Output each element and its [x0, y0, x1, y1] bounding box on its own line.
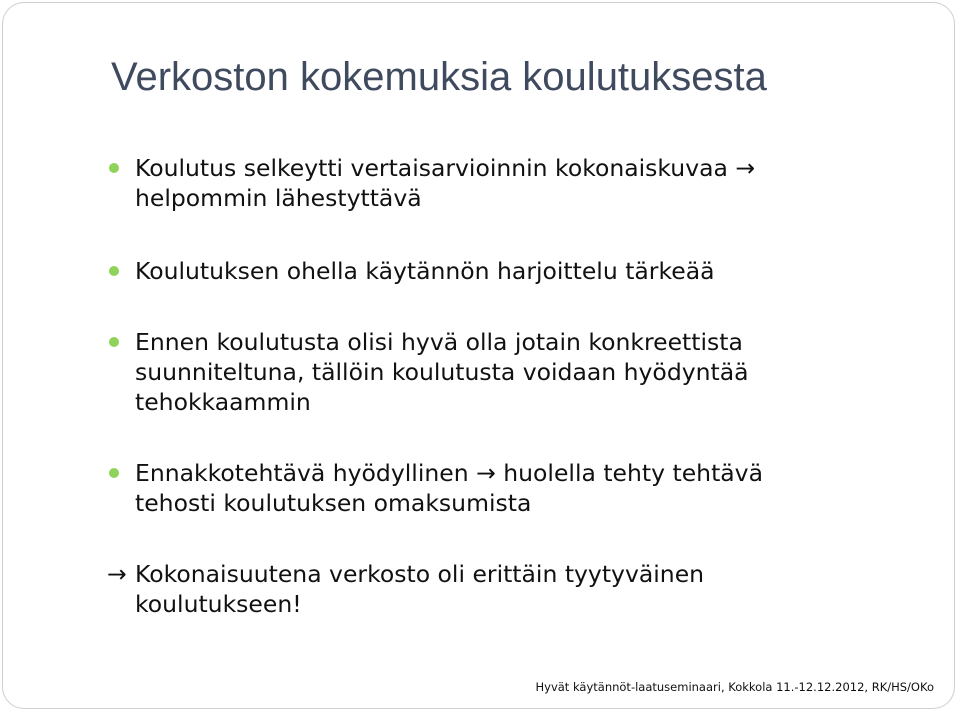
- bullet-dot: [109, 163, 119, 173]
- slide-footer: Hyvät käytännöt-laatuseminaari, Kokkola 11.-12.12.2012, RK/HS/OKo: [535, 680, 934, 694]
- bullet-4-line-2: tehosti koulutuksen omaksumista: [135, 489, 532, 517]
- right-arrow-icon: →: [476, 459, 496, 487]
- right-arrow-icon: →: [735, 154, 756, 182]
- bullet-4-text-b: huolella tehty tehtävä: [503, 459, 763, 487]
- conclusion-line-1: Kokonaisuutena verkosto oli erittäin tyytyväinen: [135, 560, 705, 588]
- conclusion: [135, 559, 704, 619]
- bullet-1: [135, 153, 755, 213]
- bullet-3-line-3: tehokkaammin: [135, 388, 311, 416]
- bullet-3-line-1: Ennen koulutusta olisi hyvä olla jotain konkreettista: [135, 328, 743, 356]
- bullet-1-text: Koulutus selkeytti vertaisarvioinnin kokonaiskuvaa: [135, 154, 728, 182]
- bullet-2: [135, 256, 715, 286]
- bullet-3-line-2: suunniteltuna, tällöin koulutusta voidaan hyödyntää: [135, 358, 749, 386]
- bullet-4: [135, 458, 763, 518]
- bullet-4-line-1: [135, 458, 763, 488]
- bullet-dot: [109, 468, 119, 478]
- bullet-dot: [109, 266, 119, 276]
- right-arrow-icon: →: [107, 560, 127, 588]
- bullet-4-text-a: Ennakkotehtävä hyödyllinen: [135, 459, 469, 487]
- bullet-3: [135, 327, 749, 417]
- bullet-2-line-1: Koulutuksen ohella käytännön harjoittelu tärkeää: [135, 257, 715, 285]
- bullet-1-line-2: helpommin lähestyttävä: [135, 184, 422, 212]
- slide: [2, 2, 955, 709]
- conclusion-line-2: koulutukseen!: [135, 590, 302, 618]
- bullet-dot: [109, 337, 119, 347]
- bullet-1-line-1: [135, 153, 755, 183]
- slide-title: Verkoston kokemuksia koulutuksesta: [111, 55, 767, 99]
